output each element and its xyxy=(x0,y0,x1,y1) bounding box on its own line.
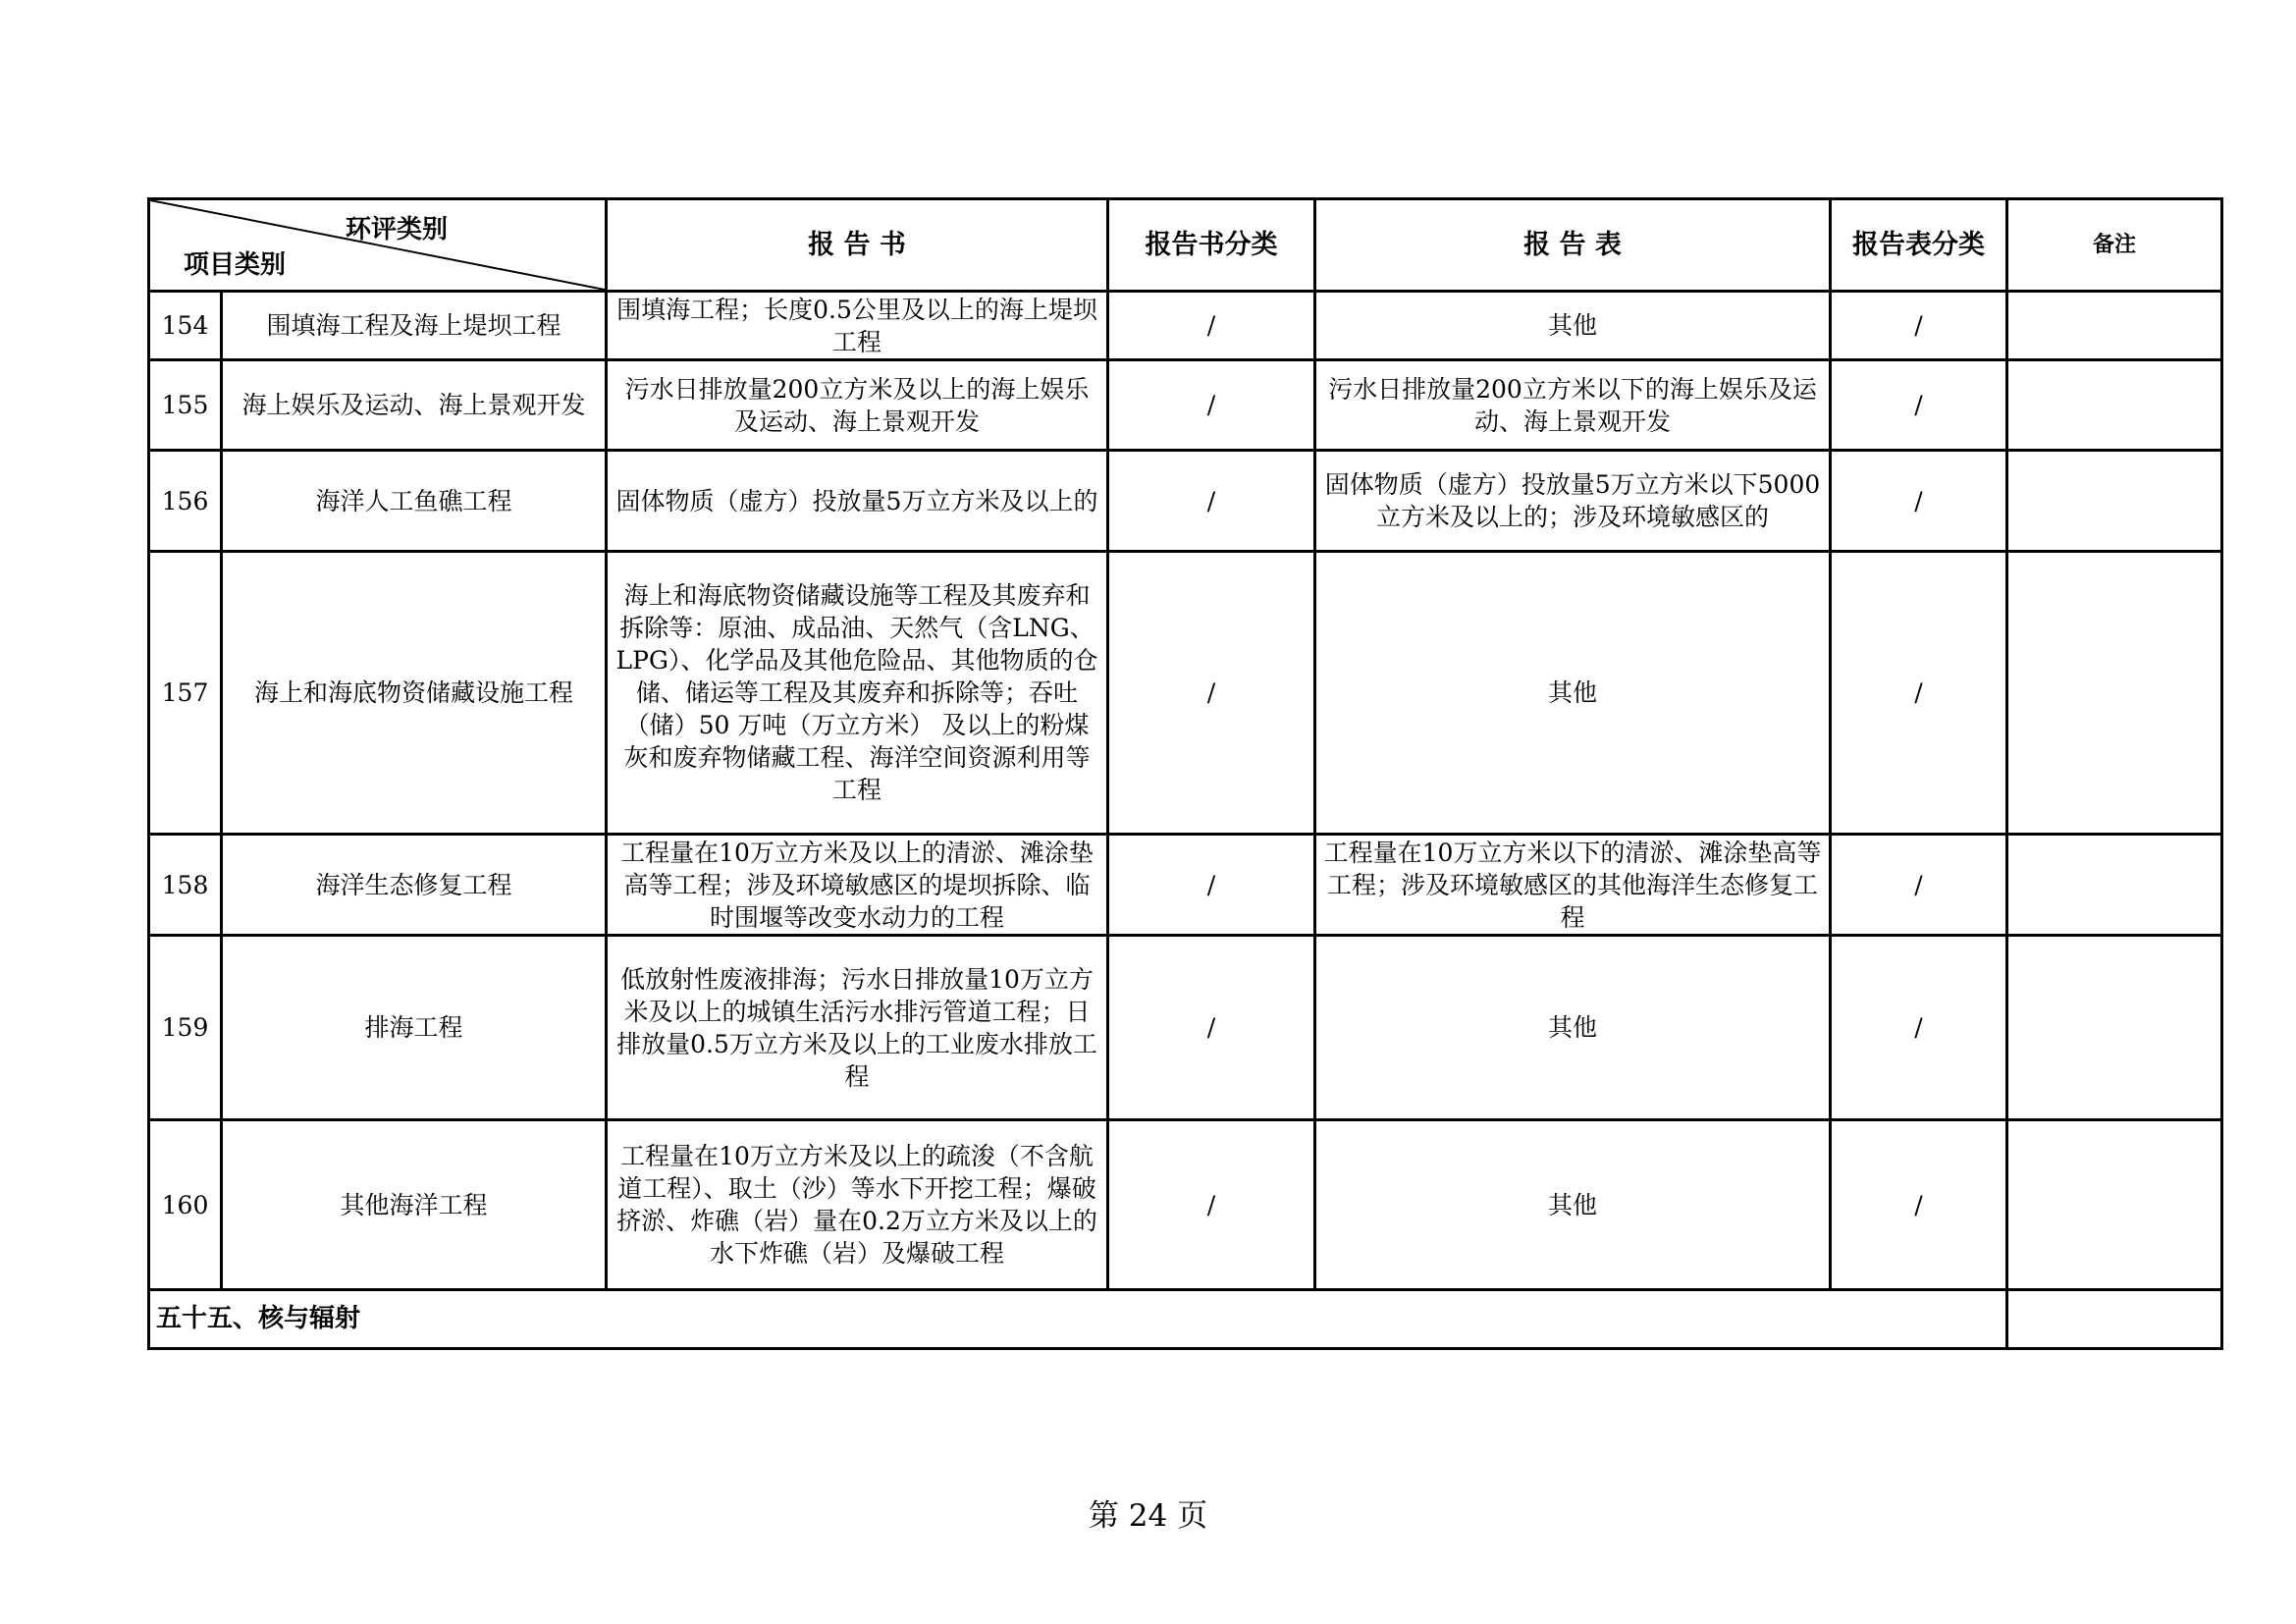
project-category: 排海工程 xyxy=(222,936,607,1120)
row-number: 160 xyxy=(149,1120,222,1290)
form-criteria: 其他 xyxy=(1315,1120,1831,1290)
form-criteria: 污水日排放量200立方米以下的海上娱乐及运动、海上景观开发 xyxy=(1315,360,1831,451)
report-criteria: 污水日排放量200立方米及以上的海上娱乐及运动、海上景观开发 xyxy=(607,360,1108,451)
header-form: 报 告 表 xyxy=(1315,199,1831,292)
table-row xyxy=(149,936,2222,1120)
corner-top-label: 环评类别 xyxy=(345,215,448,244)
form-criteria: 其他 xyxy=(1315,292,1831,360)
table-row xyxy=(149,451,2222,552)
row-number: 157 xyxy=(149,552,222,835)
project-category: 围填海工程及海上堤坝工程 xyxy=(222,292,607,360)
header-report-class: 报告书分类 xyxy=(1108,199,1315,292)
report-class: / xyxy=(1108,360,1315,451)
report-criteria: 固体物质（虚方）投放量5万立方米及以上的 xyxy=(607,451,1108,552)
section-note-cell xyxy=(2007,1290,2222,1349)
note-cell xyxy=(2007,552,2222,835)
classification-table xyxy=(147,197,2223,1350)
row-number: 156 xyxy=(149,451,222,552)
corner-header-cell xyxy=(149,199,607,292)
report-criteria: 低放射性废液排海；污水日排放量10万立方米及以上的城镇生活污水排污管道工程；日排放量0.5万立方米及以上的工业废水排放工程 xyxy=(607,936,1108,1120)
section-row xyxy=(149,1290,2222,1349)
row-number: 159 xyxy=(149,936,222,1120)
report-criteria: 工程量在10万立方米及以上的疏浚（不含航道工程）、取土（沙）等水下开挖工程；爆破挤淤、炸礁（岩）量在0.2万立方米及以上的水下炸礁（岩）及爆破工程 xyxy=(607,1120,1108,1290)
form-class: / xyxy=(1831,936,2007,1120)
note-cell xyxy=(2007,936,2222,1120)
form-class: / xyxy=(1831,451,2007,552)
project-category: 海上娱乐及运动、海上景观开发 xyxy=(222,360,607,451)
table-row xyxy=(149,835,2222,936)
form-criteria: 工程量在10万立方米以下的清淤、滩涂垫高等工程；涉及环境敏感区的其他海洋生态修复工程 xyxy=(1315,835,1831,936)
table-row xyxy=(149,552,2222,835)
project-category: 其他海洋工程 xyxy=(222,1120,607,1290)
header-row xyxy=(149,199,2222,292)
report-class: / xyxy=(1108,936,1315,1120)
row-number: 154 xyxy=(149,292,222,360)
project-category: 海洋生态修复工程 xyxy=(222,835,607,936)
section-label: 五十五、核与辐射 xyxy=(149,1290,2007,1349)
report-criteria: 工程量在10万立方米及以上的清淤、滩涂垫高等工程；涉及环境敏感区的堤坝拆除、临时围堰等改变水动力的工程 xyxy=(607,835,1108,936)
report-class: / xyxy=(1108,292,1315,360)
corner-bottom-label: 项目类别 xyxy=(184,250,287,280)
form-criteria: 其他 xyxy=(1315,552,1831,835)
note-cell xyxy=(2007,451,2222,552)
report-criteria: 围填海工程；长度0.5公里及以上的海上堤坝工程 xyxy=(607,292,1108,360)
form-class: / xyxy=(1831,552,2007,835)
report-criteria: 海上和海底物资储藏设施等工程及其废弃和拆除等：原油、成品油、天然气（含LNG、LPG）、化学品及其他危险品、其他物质的仓储、储运等工程及其废弃和拆除等；吞吐（储）50 万吨（万立方米） 及以上的粉煤灰和废弃物储藏工程、海洋空间资源利用等工程 xyxy=(607,552,1108,835)
report-class: / xyxy=(1108,1120,1315,1290)
table-row xyxy=(149,292,2222,360)
row-number: 155 xyxy=(149,360,222,451)
row-number: 158 xyxy=(149,835,222,936)
table-row xyxy=(149,1120,2222,1290)
note-cell xyxy=(2007,360,2222,451)
header-report: 报 告 书 xyxy=(607,199,1108,292)
table-row xyxy=(149,360,2222,451)
project-category: 海洋人工鱼礁工程 xyxy=(222,451,607,552)
form-class: / xyxy=(1831,292,2007,360)
form-class: / xyxy=(1831,835,2007,936)
note-cell xyxy=(2007,292,2222,360)
note-cell xyxy=(2007,835,2222,936)
report-class: / xyxy=(1108,451,1315,552)
form-criteria: 固体物质（虚方）投放量5万立方米以下5000 立方米及以上的；涉及环境敏感区的 xyxy=(1315,451,1831,552)
header-form-class: 报告表分类 xyxy=(1831,199,2007,292)
form-class: / xyxy=(1831,360,2007,451)
form-class: / xyxy=(1831,1120,2007,1290)
report-class: / xyxy=(1108,835,1315,936)
form-criteria: 其他 xyxy=(1315,936,1831,1120)
page-number: 第 24 页 xyxy=(1088,1498,1208,1534)
project-category: 海上和海底物资储藏设施工程 xyxy=(222,552,607,835)
report-class: / xyxy=(1108,552,1315,835)
note-cell xyxy=(2007,1120,2222,1290)
header-note: 备注 xyxy=(2007,199,2222,292)
